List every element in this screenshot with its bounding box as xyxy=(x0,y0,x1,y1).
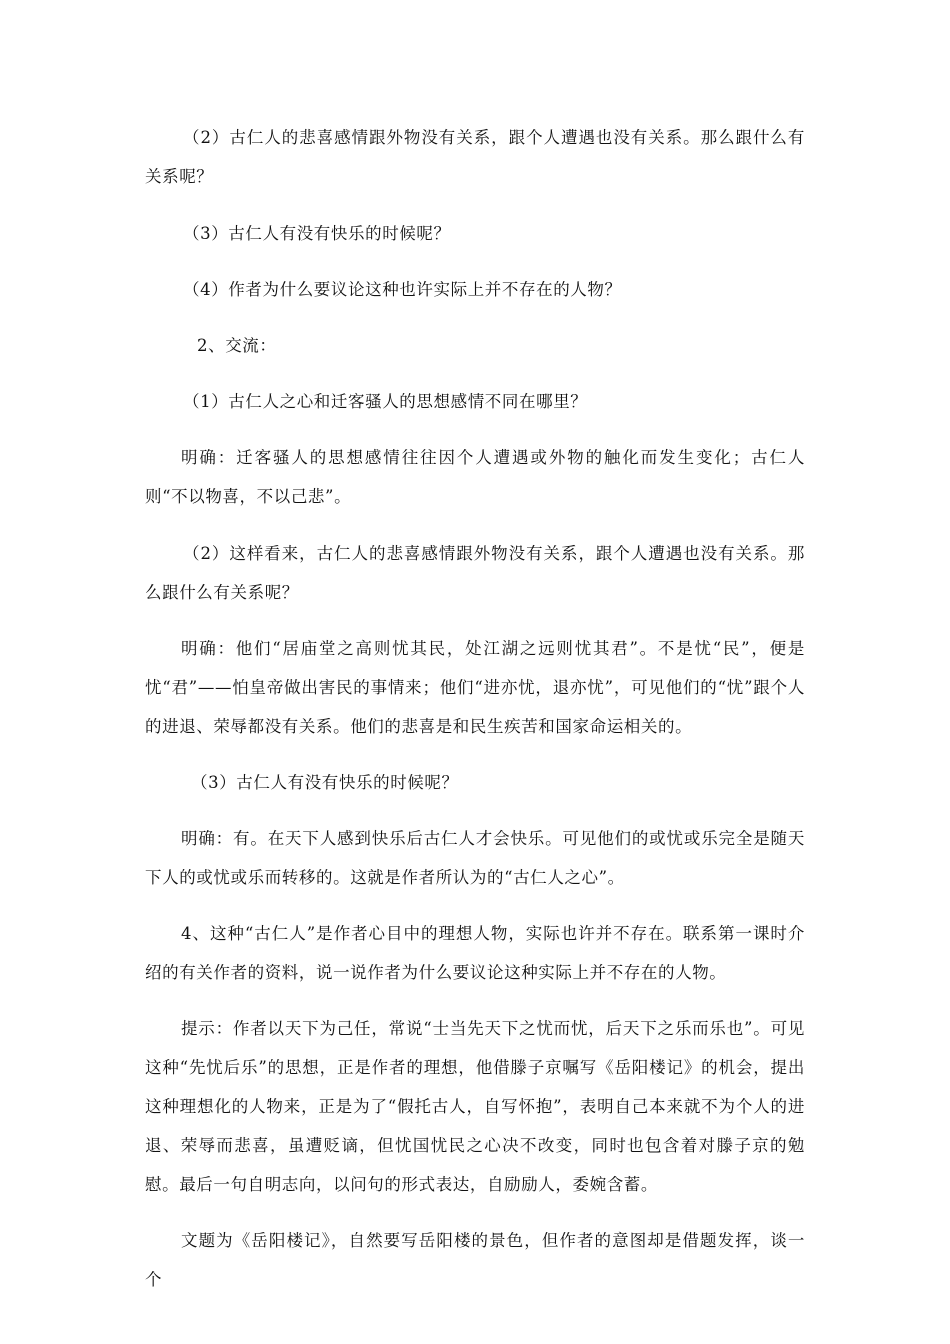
exchange-question-1: （1）古仁人之心和迁客骚人的思想感情不同在哪里？ xyxy=(183,392,588,411)
hint-paragraph: 提示：作者以天下为己任，常说“士当先天下之忧而忧，后天下之乐而乐也”。可见这种“先忧后乐”的思想，正是作者的理想，他借滕子京嘱写《岳阳楼记》的机会，提出这种理想化的人物来，正是为了“假托古人，自写怀抱”，表明自己本来就不为个人的进退、荣辱而悲喜，虽遭贬谪，但忧国忧民之心决不改变，同时也包含着对滕子京的勉慰。最后一句自明志向，以问句的形式表达，自励励人，委婉含蓄。 xyxy=(145,1019,805,1194)
section-exchange-heading: 2、交流： xyxy=(197,336,277,355)
item-4-paragraph: 4、这种“古仁人”是作者心目中的理想人物，实际也许并不存在。联系第一课时介绍的有关作者的资料，说一说作者为什么要议论这种实际上并不存在的人物。 xyxy=(145,924,805,982)
document-page xyxy=(145,118,805,1299)
question-3-paragraph: （3）古仁人有没有快乐的时候呢？ xyxy=(183,224,451,243)
title-discussion-paragraph: 文题为《岳阳楼记》，自然要写岳阳楼的景色，但作者的意图却是借题发挥，谈一个 xyxy=(145,1231,805,1289)
answer-2-paragraph: 明确：他们“居庙堂之高则忧其民，处江湖之远则忧其君”。不是忧“民”，便是忧“君”——怕皇帝做出害民的事情来；他们“进亦忧，退亦忧”，可见他们的“忧”跟个人的进退、荣辱都没有关系。他们的悲喜是和民生疾苦和国家命运相关的。 xyxy=(145,639,805,736)
exchange-question-3: （3）古仁人有没有快乐的时候呢？ xyxy=(191,773,459,792)
answer-3-paragraph: 明确：有。在天下人感到快乐后古仁人才会快乐。可见他们的或忧或乐完全是随天下人的或忧或乐而转移的。这就是作者所认为的“古仁人之心”。 xyxy=(145,829,805,887)
question-2-paragraph: （2）古仁人的悲喜感情跟外物没有关系，跟个人遭遇也没有关系。那么跟什么有关系呢？ xyxy=(145,128,805,186)
answer-1-paragraph: 明确：迁客骚人的思想感情往往因个人遭遇或外物的触化而发生变化；古仁人则“不以物喜，不以己悲”。 xyxy=(145,448,805,506)
question-4-paragraph: （4）作者为什么要议论这种也许实际上并不存在的人物？ xyxy=(183,280,622,299)
exchange-question-2: （2）这样看来，古仁人的悲喜感情跟外物没有关系，跟个人遭遇也没有关系。那么跟什么有关系呢？ xyxy=(145,544,805,602)
